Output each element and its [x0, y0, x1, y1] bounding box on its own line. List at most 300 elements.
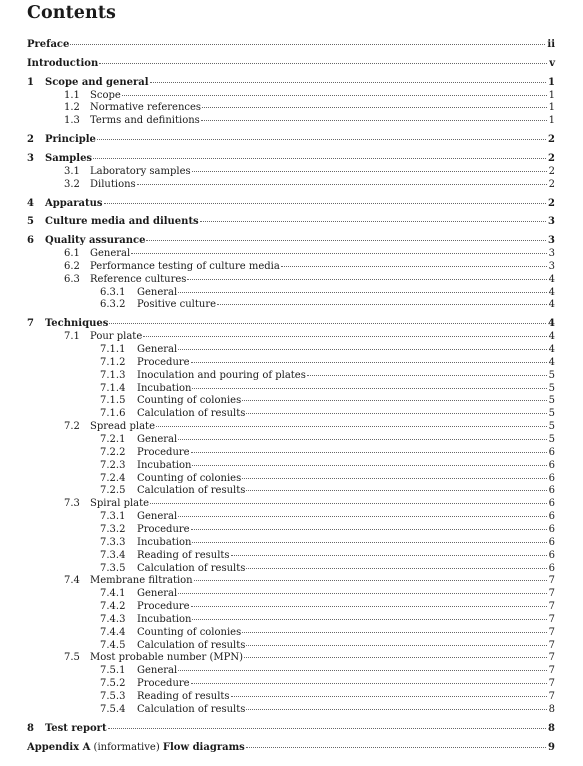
toc-entry-title	[137, 484, 245, 497]
toc-entry-title-text: Introduction	[27, 57, 99, 69]
dot-leader	[244, 656, 547, 658]
toc-entry-number: 1.1	[64, 89, 80, 101]
toc-entry[interactable]	[100, 382, 555, 395]
toc-entry-page: 7	[548, 639, 555, 651]
toc-entry-number: 5	[27, 216, 34, 228]
dot-leader	[70, 43, 545, 45]
toc-entry[interactable]	[27, 197, 555, 210]
toc-entry-title	[45, 722, 107, 735]
toc-entry-title	[137, 562, 245, 575]
toc-entry[interactable]	[27, 215, 555, 228]
toc-entry[interactable]	[100, 523, 555, 536]
toc-entry-title-rest: Flow diagrams	[162, 741, 245, 753]
toc-entry-title	[45, 197, 103, 210]
toc-entry-title-text: Pour plate	[90, 331, 143, 343]
toc-entry[interactable]	[64, 101, 555, 114]
toc-entry-title-text: Counting of colonies	[137, 472, 242, 484]
toc-entry-number: 7.1.1	[100, 344, 126, 355]
toc-entry-page: 8	[548, 722, 555, 734]
toc-entry-page: 7	[548, 588, 555, 600]
toc-entry-title-text: Terms and definitions	[90, 115, 200, 127]
toc-entry-number: 7.4.3	[100, 613, 126, 625]
toc-entry-title-text: Calculation of results	[137, 703, 246, 715]
toc-entry-page: 2	[548, 134, 555, 146]
dot-leader	[242, 477, 546, 479]
toc-entry-title-text: Procedure	[137, 356, 190, 368]
toc-entry[interactable]	[100, 394, 555, 407]
dot-leader	[307, 374, 547, 376]
toc-entry[interactable]	[100, 484, 555, 497]
dot-leader	[192, 464, 546, 466]
toc-entry-title-text: General	[137, 588, 178, 600]
toc-entry-title	[137, 549, 230, 562]
toc-entry-title	[137, 433, 177, 446]
toc-entry-page: 7	[548, 601, 555, 612]
dot-leader	[191, 682, 547, 684]
dot-leader	[104, 202, 547, 204]
dot-leader	[246, 644, 546, 646]
toc-entry-number: 7.4	[64, 575, 80, 587]
toc-entry-title	[45, 133, 96, 146]
toc-entry-number: 4	[27, 197, 34, 209]
toc-entry-title-text: Procedure	[137, 523, 190, 535]
toc-entry-title-text: Positive culture	[137, 299, 217, 311]
dot-leader	[150, 81, 546, 83]
toc-entry-title	[137, 286, 177, 299]
toc-entry-number: 7.1	[64, 331, 80, 343]
dot-leader	[192, 541, 546, 543]
toc-entry-title	[90, 497, 149, 510]
toc-entry-number: 7.4.1	[100, 588, 126, 600]
toc-entry-page: 7	[548, 652, 555, 664]
toc-entry-title	[90, 178, 136, 191]
toc-entry-title-text: Appendix A	[27, 741, 91, 753]
toc-entry-title-text: Incubation	[137, 459, 192, 471]
toc-entry-title-text: Counting of colonies	[137, 395, 242, 407]
toc-entry-title-text: Calculation of results	[137, 562, 246, 574]
toc-entry-page: 4	[548, 344, 555, 355]
dot-leader	[93, 157, 546, 159]
toc-entry-number: 7.2.1	[100, 434, 126, 445]
toc-entry-title	[137, 446, 190, 459]
toc-entry-title	[90, 165, 191, 178]
toc-entry-title	[90, 247, 130, 260]
toc-entry-title	[137, 298, 216, 311]
toc-entry-title-text: General	[137, 434, 178, 445]
toc-entry-page: 3	[548, 260, 555, 272]
toc-entry-title-qualifier: (informative)	[90, 741, 163, 753]
dot-leader	[150, 502, 547, 504]
toc-entry[interactable]	[27, 234, 555, 247]
toc-entry-number: 7.5.3	[100, 691, 126, 702]
toc-entry-title-text: Quality assurance	[45, 235, 146, 247]
toc-entry-title	[137, 407, 245, 420]
toc-entry-page: 6	[548, 498, 555, 510]
toc-entry[interactable]	[100, 690, 555, 703]
toc-entry-title-text: Preface	[27, 39, 70, 50]
toc-entry-title	[90, 651, 243, 664]
dot-leader	[146, 239, 546, 241]
toc-entry-number: 6.3.2	[100, 299, 126, 311]
toc-entry[interactable]	[100, 343, 555, 356]
toc-entry-title	[137, 703, 245, 716]
toc-entry[interactable]	[100, 356, 555, 369]
toc-entry-title-text: Normative references	[90, 102, 202, 114]
toc-entry[interactable]	[100, 587, 555, 600]
toc-entry-title	[137, 613, 191, 626]
toc-entry-title-text: Laboratory samples	[90, 165, 191, 177]
toc-entry-title-text: Calculation of results	[137, 485, 246, 497]
toc-entry-title-text: Calculation of results	[137, 639, 246, 651]
toc-entry-title	[137, 664, 177, 677]
toc-entry-title	[90, 89, 121, 102]
toc-entry-number: 7.5	[64, 652, 80, 664]
toc-entry-page: 6	[548, 549, 555, 561]
toc-entry-page: 3	[548, 235, 555, 247]
toc-entry-page: 3	[548, 216, 555, 228]
toc-entry[interactable]	[100, 600, 555, 613]
toc-entry-page: 2	[548, 152, 555, 164]
toc-entry-title-text: Scope	[90, 89, 121, 101]
toc-entry-title	[45, 317, 108, 330]
toc-entry[interactable]	[100, 472, 555, 485]
dot-leader	[122, 94, 547, 96]
toc-entry[interactable]	[100, 639, 555, 652]
dot-leader	[242, 399, 546, 401]
toc-entry[interactable]	[100, 286, 555, 299]
toc-entry-title-text: Procedure	[137, 446, 190, 458]
toc-entry-title-text: Counting of colonies	[137, 626, 242, 638]
toc-entry-page: 1	[548, 115, 555, 127]
dot-leader	[191, 605, 547, 607]
toc-entry-page: 4	[548, 286, 555, 298]
toc-entry-number: 7.1.2	[100, 356, 126, 368]
toc-entry-title	[27, 741, 245, 754]
toc-entry-number: 7.4.4	[100, 626, 126, 638]
toc-entry-title-text: Spiral plate	[90, 498, 150, 510]
toc-entry-number: 6	[27, 235, 34, 247]
toc-entry-title-text: General	[137, 344, 178, 355]
toc-entry-page: v	[549, 57, 555, 69]
toc-entry[interactable]	[100, 459, 555, 472]
toc-entry-title	[137, 587, 177, 600]
toc-entry-number: 7.4.5	[100, 639, 126, 651]
toc-entry-title	[137, 639, 245, 652]
dot-leader	[187, 278, 546, 280]
dot-leader	[231, 695, 547, 697]
toc-entry-title	[45, 76, 149, 89]
toc-entry-number: 3	[27, 152, 34, 164]
dot-leader	[192, 618, 546, 620]
toc-entry-title-text: Reading of results	[137, 549, 230, 561]
toc-entry-page: 7	[548, 575, 555, 587]
dot-leader	[246, 567, 546, 569]
toc-entry-number: 7.3.1	[100, 511, 126, 523]
toc-entry[interactable]	[100, 677, 555, 690]
toc-entry-title-text: Apparatus	[45, 197, 103, 209]
toc-entry-number: 7.2.5	[100, 485, 126, 497]
toc-entry[interactable]	[27, 317, 555, 330]
dot-leader	[200, 220, 546, 222]
toc-entry-title-text: Culture media and diluents	[45, 216, 199, 228]
toc-entry[interactable]	[64, 574, 555, 587]
toc-entry-title	[137, 510, 177, 523]
toc-entry-page: 9	[548, 741, 555, 753]
toc-entry-page: 1	[548, 76, 555, 88]
toc-entry-number: 7.2.3	[100, 459, 126, 471]
dot-leader	[97, 138, 546, 140]
toc-entry-page: 5	[548, 382, 555, 394]
toc-entry[interactable]	[64, 89, 555, 102]
toc-entry-title-text: Techniques	[45, 318, 109, 330]
toc-entry-title-text: Procedure	[137, 678, 190, 690]
toc-entry-number: 7.3.5	[100, 562, 126, 574]
toc-entry-title	[137, 626, 241, 639]
toc-entry-title	[45, 215, 199, 228]
dot-leader	[246, 412, 546, 414]
toc-entry-page: 3	[548, 248, 555, 259]
toc-entry[interactable]	[64, 178, 555, 191]
toc-entry-title-text: Inoculation and pouring of plates	[137, 369, 306, 381]
toc-entry-page: 2	[548, 165, 555, 177]
dot-leader	[143, 335, 546, 337]
dot-leader	[178, 592, 546, 594]
toc-entry-page: 6	[548, 523, 555, 535]
toc-entry[interactable]	[64, 651, 555, 664]
toc-entry[interactable]	[64, 165, 555, 178]
toc-entry-title	[137, 536, 191, 549]
toc-entry-title	[90, 101, 201, 114]
toc-entry[interactable]	[100, 626, 555, 639]
toc-entry-number: 7.1.5	[100, 395, 126, 407]
toc-entry-title	[137, 394, 241, 407]
toc-entry-page: 1	[548, 102, 555, 114]
toc-entry-title	[90, 260, 280, 273]
dot-leader	[246, 489, 546, 491]
toc-entry-title	[90, 273, 186, 286]
toc-entry-number: 7.1.3	[100, 369, 126, 381]
toc-entry-number: 1	[27, 76, 34, 88]
toc-entry-page: 7	[548, 613, 555, 625]
toc-entry[interactable]	[100, 613, 555, 626]
toc-entry-number: 2	[27, 134, 34, 146]
toc-entry[interactable]	[64, 114, 555, 127]
toc-entry[interactable]	[27, 152, 555, 165]
toc-entry-page: 6	[548, 472, 555, 484]
toc-entry-page: 5	[548, 395, 555, 407]
toc-entry-page: 6	[548, 459, 555, 471]
toc-entry-title-text: Membrane filtration	[90, 575, 193, 587]
toc-entry[interactable]	[64, 273, 555, 286]
toc-entry[interactable]	[100, 369, 555, 382]
toc-entry[interactable]	[27, 38, 555, 51]
toc-entry-number: 7.3.3	[100, 536, 126, 548]
toc-entry-page: 4	[548, 299, 555, 311]
toc-entry[interactable]	[100, 536, 555, 549]
toc-entry-page: 7	[548, 678, 555, 690]
dot-leader	[178, 348, 546, 350]
toc-entry-page: 4	[548, 331, 555, 343]
dot-leader	[178, 515, 546, 517]
toc-entry-title-text: General	[137, 665, 178, 677]
dot-leader	[192, 170, 547, 172]
toc-entry-title	[90, 330, 142, 343]
toc-entry[interactable]	[27, 57, 555, 70]
dot-leader	[202, 106, 547, 108]
dot-leader	[231, 554, 547, 556]
toc-entry-title-text: Samples	[45, 152, 93, 164]
toc-entry-page: 5	[548, 369, 555, 381]
toc-entry-number: 7.4.2	[100, 601, 126, 612]
toc-entry-title-text: Calculation of results	[137, 408, 246, 420]
toc-entry-title-text: Most probable number (MPN)	[90, 652, 244, 664]
toc-entry-title-text: Dilutions	[90, 178, 136, 190]
toc-entry-title	[137, 459, 191, 472]
toc-entry-number: 7.5.2	[100, 678, 126, 690]
toc-entry[interactable]	[100, 510, 555, 523]
toc-entry-title-text: Incubation	[137, 382, 192, 394]
toc-entry-number: 7.2.4	[100, 472, 126, 484]
dot-leader	[246, 708, 546, 710]
toc-entry-title	[137, 472, 241, 485]
toc-entry-title-text: General	[137, 511, 178, 523]
toc-entry-page: 6	[548, 485, 555, 497]
dot-leader	[201, 119, 547, 121]
toc-entry[interactable]	[64, 247, 555, 260]
toc-entry-number: 7.2	[64, 421, 80, 433]
toc-entry-title	[90, 420, 155, 433]
dot-leader	[178, 291, 546, 293]
dot-leader	[191, 361, 547, 363]
toc-entry-number: 7	[27, 318, 34, 330]
toc-entry-page: 5	[548, 434, 555, 445]
toc-entry-page: 8	[548, 703, 555, 715]
toc-entry-page: 4	[548, 273, 555, 285]
toc-entry-title-text: Incubation	[137, 613, 192, 625]
toc-entry[interactable]	[100, 446, 555, 459]
toc-entry-title	[45, 152, 92, 165]
toc-entry[interactable]	[100, 549, 555, 562]
dot-leader	[191, 451, 547, 453]
dot-leader	[191, 528, 547, 530]
dot-leader	[137, 183, 547, 185]
toc-entry-page: 7	[548, 665, 555, 677]
toc-entry-title-text: Performance testing of culture media	[90, 260, 280, 272]
toc-entry-number: 7.1.6	[100, 408, 126, 420]
dot-leader	[281, 265, 547, 267]
toc-entry-title	[137, 343, 177, 356]
toc-entry-number: 7.2.2	[100, 446, 126, 458]
toc-entry-page: 7	[548, 626, 555, 638]
toc-entry-number: 7.3.2	[100, 523, 126, 535]
toc-entry[interactable]	[100, 298, 555, 311]
toc-entry[interactable]	[27, 76, 555, 89]
toc-entry-number: 3.1	[64, 165, 80, 177]
toc-entry-title	[137, 356, 190, 369]
toc-entry-page: 6	[548, 562, 555, 574]
toc-entry-number: 6.1	[64, 248, 80, 259]
toc-entry-page: 4	[548, 318, 555, 330]
toc-entry-title-text: General	[137, 286, 178, 298]
dot-leader	[178, 669, 546, 671]
toc-entry[interactable]	[100, 664, 555, 677]
toc-entry-number: 1.2	[64, 102, 80, 114]
toc-entry-title	[90, 574, 193, 587]
dot-leader	[194, 579, 547, 581]
toc-entry[interactable]	[100, 703, 555, 716]
toc-entry[interactable]	[27, 133, 555, 146]
toc-entry-title	[137, 369, 306, 382]
toc-entry[interactable]	[27, 741, 555, 754]
toc-entry-title-text: Principle	[45, 134, 96, 146]
toc-entry-title-text: Procedure	[137, 601, 190, 612]
toc-entry-number: 6.3	[64, 273, 80, 285]
toc-entry-title	[45, 234, 145, 247]
toc-entry-title	[137, 677, 190, 690]
toc-entry-page: 6	[548, 536, 555, 548]
dot-leader	[108, 727, 546, 729]
dot-leader	[99, 62, 547, 64]
toc-entry-title-text: Incubation	[137, 536, 192, 548]
toc-entry[interactable]	[27, 722, 555, 735]
toc-entry-page: 6	[548, 511, 555, 523]
page-title: Contents	[27, 3, 117, 23]
dot-leader	[192, 387, 546, 389]
toc-entry-number: 7.3	[64, 498, 80, 510]
toc-entry-title	[90, 114, 200, 127]
toc-entry[interactable]	[64, 420, 555, 433]
toc-entry[interactable]	[64, 260, 555, 273]
dot-leader	[217, 303, 547, 305]
toc-entry-page: 6	[548, 446, 555, 458]
toc-entry-number: 7.5.4	[100, 703, 126, 715]
dot-leader	[109, 322, 546, 324]
toc-entry-page: ii	[547, 39, 555, 50]
toc-entry-page: 4	[548, 356, 555, 368]
toc-entry[interactable]	[100, 407, 555, 420]
toc-entry-number: 6.3.1	[100, 286, 126, 298]
dot-leader	[178, 438, 546, 440]
toc-entry[interactable]	[100, 433, 555, 446]
toc-entry-number: 3.2	[64, 178, 80, 190]
toc-entry-title-text: Test report	[45, 722, 107, 734]
toc-entry-page: 2	[548, 197, 555, 209]
dot-leader	[242, 631, 546, 633]
dot-leader	[156, 425, 547, 427]
toc-entry[interactable]	[64, 497, 555, 510]
toc-entry[interactable]	[64, 330, 555, 343]
dot-leader	[131, 252, 546, 254]
toc-entry-title-text: Reference cultures	[90, 273, 187, 285]
toc-entry-number: 6.2	[64, 260, 80, 272]
dot-leader	[246, 746, 546, 748]
toc-entry-title-text: Reading of results	[137, 691, 230, 702]
toc-entry-page: 1	[548, 89, 555, 101]
toc-entry-title-text: General	[90, 248, 131, 259]
toc-entry-title	[137, 600, 190, 613]
toc-entry[interactable]	[100, 562, 555, 575]
toc-entry-page: 2	[548, 178, 555, 190]
toc-entry-page: 7	[548, 691, 555, 702]
toc-entry-title	[27, 57, 98, 70]
toc-entry-number: 1.3	[64, 115, 80, 127]
toc-entry-title-text: Spread plate	[90, 421, 155, 433]
toc-entry-title	[137, 523, 190, 536]
toc-entry-title	[137, 382, 191, 395]
toc-entry-title	[27, 38, 69, 51]
toc-entry-number: 7.1.4	[100, 382, 126, 394]
toc-entry-title-text: Scope and general	[45, 76, 149, 88]
